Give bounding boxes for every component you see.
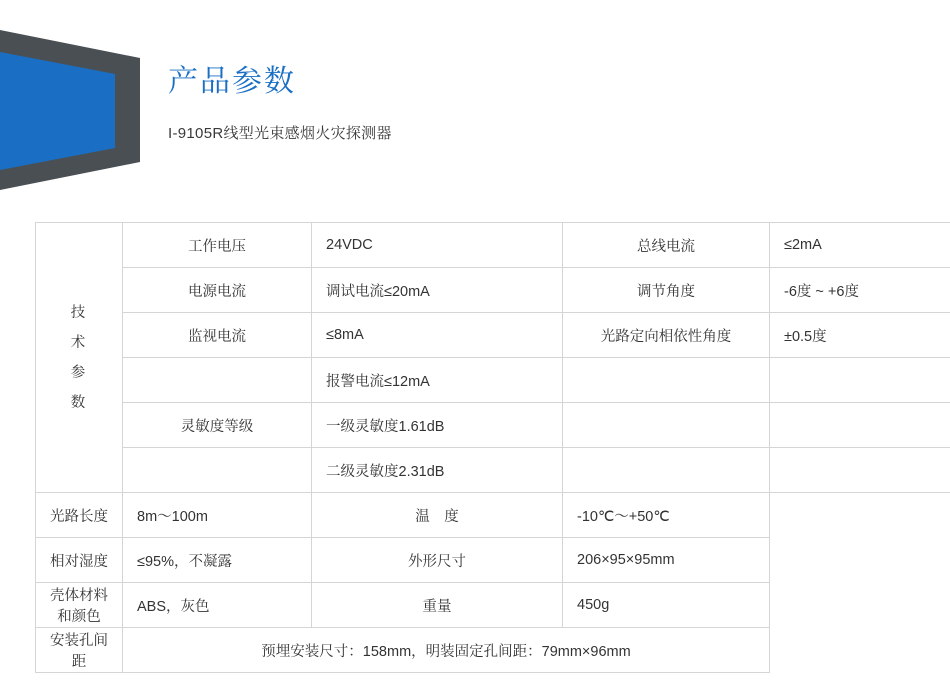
row-header-technical-parameters (36, 223, 123, 493)
page-subtitle: I-9105R线型光束感烟火灾探测器 (168, 125, 392, 142)
spec-label (563, 448, 770, 493)
spec-value: ≤95%，不凝露 (123, 538, 312, 583)
spec-value: -10℃～+50℃ (563, 493, 770, 538)
spec-value: -6度 ~ +6度 (770, 268, 950, 313)
spec-value (770, 403, 950, 448)
spec-label: 调节角度 (563, 268, 770, 313)
spec-label: 重量 (312, 583, 563, 628)
spec-label (563, 358, 770, 403)
spec-value: 450g (563, 583, 770, 628)
spec-label: 外形尺寸 (312, 538, 563, 583)
spec-value: 报警电流≤12mA (312, 358, 563, 403)
spec-label: 安装孔间距 (36, 628, 123, 673)
spec-label: 光路定向相依性角度 (563, 313, 770, 358)
table-row (36, 268, 950, 313)
spec-value: ±0.5度 (770, 313, 950, 358)
spec-label: 温 度 (312, 493, 563, 538)
spec-label (563, 403, 770, 448)
table-row (36, 448, 950, 493)
spec-value: ≤8mA (312, 313, 563, 358)
spec-label: 相对湿度 (36, 538, 123, 583)
spec-table-container (35, 222, 915, 673)
spec-value: 调试电流≤20mA (312, 268, 563, 313)
table-row (36, 628, 950, 673)
spec-label: 监视电流 (123, 313, 312, 358)
decorative-banner-shape (0, 30, 140, 190)
spec-value: 二级灵敏度2.31dB (312, 448, 563, 493)
table-row (36, 583, 950, 628)
spec-value: 206×95×95mm (563, 538, 770, 583)
spec-label (123, 358, 312, 403)
table-row (36, 223, 950, 268)
table-row (36, 403, 950, 448)
table-row (36, 538, 950, 583)
spec-label: 电源电流 (123, 268, 312, 313)
spec-value: ≤2mA (770, 223, 950, 268)
table-row (36, 358, 950, 403)
row-header-char: 术 (70, 334, 88, 351)
specifications-table (35, 222, 950, 673)
spec-value: 一级灵敏度1.61dB (312, 403, 563, 448)
spec-value: ABS，灰色 (123, 583, 312, 628)
table-row (36, 493, 950, 538)
spec-label: 工作电压 (123, 223, 312, 268)
title-block (168, 62, 392, 144)
spec-label: 总线电流 (563, 223, 770, 268)
spec-label (123, 448, 312, 493)
spec-value: 预埋安装尺寸：158mm，明装固定孔间距：79mm×96mm (123, 628, 770, 673)
spec-label: 壳体材料和颜色 (36, 583, 123, 628)
spec-label: 光路长度 (36, 493, 123, 538)
spec-value: 8m～100m (123, 493, 312, 538)
row-header-char: 数 (70, 394, 88, 411)
table-row (36, 313, 950, 358)
page-header (0, 0, 950, 200)
spec-value: 24VDC (312, 223, 563, 268)
spec-value (770, 448, 950, 493)
row-header-char: 技 (70, 304, 88, 321)
page-title: 产品参数 (168, 65, 296, 98)
spec-label: 灵敏度等级 (123, 403, 312, 448)
row-header-char: 参 (70, 364, 88, 381)
spec-value (770, 358, 950, 403)
